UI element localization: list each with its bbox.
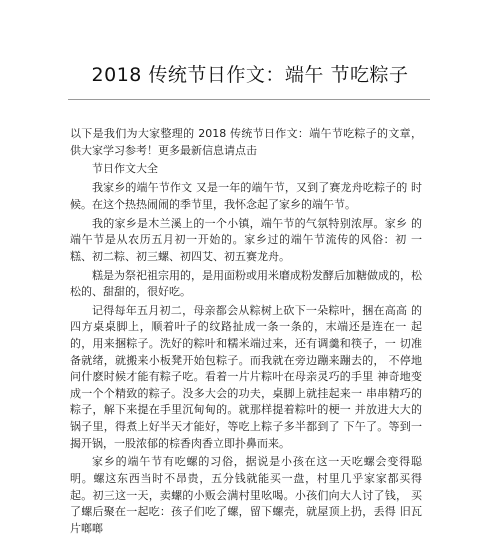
page-title: 2018 传统节日作文：端午 节吃粽子: [91, 64, 409, 86]
body-paragraph: 记得每年五月初二，母亲都会从粽树上砍下一朵粽叶，捆在高高 的四方桌桌脚上，顺着叶子的纹路扯成一条一条的，末端还是连在一 起的，用来捆粽子。洗好的粽叶和糯米端过来，还有调羹和筷子，一 切准备就绪，就搬来小板凳开始包粽子。而我就在旁边蹦来蹦去的， 不停地问什麽时候才能有粽子吃。看着一片片粽叶在母亲灵巧的手里 神奇地变成一个个精致的粽子。没多大会的功夫，桌脚上就挂起来一 串串精巧的粽子，解下来提在手里沉甸甸的。就那样提着粽叶的梗一 并放进大大的锅子里，得煮上好半天才能好，等吃上粽子多半都到了 下午了。等到一揭开锅，一股浓郁的棕香肉香立即扑鼻而来。: [70, 303, 422, 450]
title-divider: [68, 99, 430, 100]
intro-paragraph: 以下是我们为大家整理的 2018 传统节日作文：端午节吃粽子的文章，供大家学习参考！更多最新信息请点击: [70, 127, 422, 157]
body-paragraph: 我家乡的端午节作文 又是一年的端午节，又到了赛龙舟吃粽子的 时候。在这个热热闹闹的季节里，我怀念起了家乡的端午节。: [70, 181, 422, 211]
document-body: [70, 126, 422, 540]
body-paragraph: 家乡的端午节有吃螺的习俗，据说是小孩在这一天吃螺会变得聪 明。螺这东西当时不昂贵，五分钱就能买一盘，村里几乎家家都买得 起。初三这一天，卖螺的小贩会满村里吆喝。小孩们向大人讨了钱， 买了螺后聚在一起吃：孩子们吃了螺，留下螺壳，就屋顶上扔，丢得 旧瓦片啷啷: [70, 455, 422, 535]
section-heading: 节日作文大全: [92, 162, 158, 176]
body-paragraph: 我的家乡是木兰溪上的一个小镇，端午节的气氛特别浓厚。家乡 的端午节是从农历五月初一开始的。家乡过的端午节流传的风俗：初 一糕、初二粽、初三螺、初四艾、初五赛龙舟。: [70, 216, 422, 263]
body-paragraph: 糕是为祭祀祖宗用的，是用面粉或用米磨成粉发酵后加糖做成的，松松的、甜甜的，很好吃。: [70, 268, 422, 299]
